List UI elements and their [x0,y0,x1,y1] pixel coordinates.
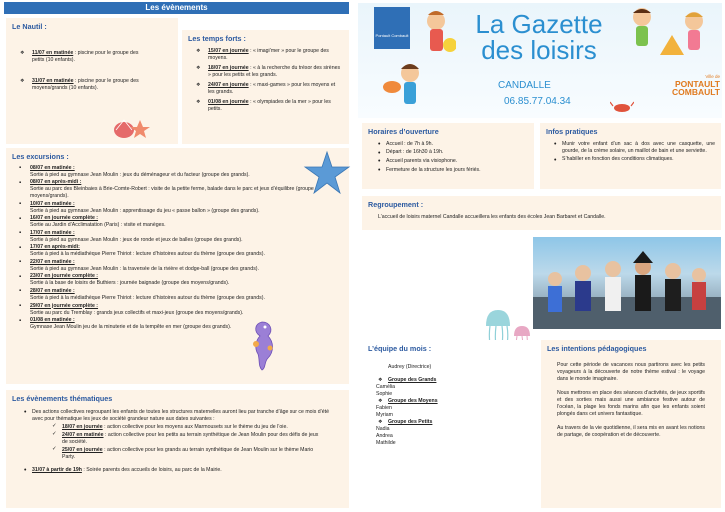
horaire-item: • Départ : de 16h30 à 19h. [376,149,528,156]
horaire-item: • Fermeture de la structure les jours fériés. [376,167,528,174]
horaires-box [362,123,534,189]
ville-big1: PONTAULT [674,78,720,89]
thematique-last-date: 31/07 à partir de 19h [32,466,82,473]
horaire-item: • Accueil : de 7h à 9h. [376,141,528,148]
excursion-desc: Sortie au parc des Bleinbaies à Brie-Comte-Robert : visite de la petite ferme, balade dans le parc et jeux d’équilibre (groupe moyens/grands). [30,186,314,200]
thematique-item [52,424,322,431]
crab-icon [610,99,634,113]
nautil-item [20,50,140,64]
excursion-item [18,259,318,273]
equipe-director: Audrey (Directrice) [388,363,432,370]
excursion-date: ▪ 29/07 en journée complète : [30,302,99,309]
equipe-member: Camélia [376,383,396,390]
excursion-item [18,165,318,179]
intentions-paragraph: Au travers de la vie quotidienne, il sera mis en avant les notions de partage, de coopération et de découverte. [557,424,705,438]
excursion-desc: Sortie à pied au gymnase Jean Moulin : jeux du déménageur et du facteur (groupe des grands). [30,171,250,178]
excursion-date: ▪ 28/07 en matinée : [30,287,75,294]
equipe-member: Myriam [376,411,394,418]
excursion-date: ▪ 17/07 en matinée : [30,229,75,236]
equipe-group-name: ❖ Groupe des Grands [378,376,437,383]
equipe-member: Sophie [376,390,393,397]
excursion-item [18,288,318,302]
temps-fort-text: : « à la recherche du trésor des sirènes » pour les petits et les grands. [208,64,341,78]
excursion-desc: Sortie à pied à la médiathèque Pierre Thiriot : lecture d’histoires autour du thème (groupe des grands). [30,251,265,258]
temps-fort-text: : « olympiades de la mer » pour les petits. [208,98,331,112]
intentions-paragraph: Nous mettrons en place des séances d’activités, de jeux sportifs et des sorties mais aussi une ambiance festive autour de l’océan, la plage les fonds marins afin que les enfants soient plongés dans cet univers fantastique. [557,389,705,417]
excursion-date: ▪ 10/07 en matinée : [30,200,75,207]
temps-fort-date: 18/07 en journée [208,64,249,71]
excursion-date: ▪ 16/07 en journée complète : [30,215,99,222]
group-photo-image [533,237,721,329]
excursion-item [18,230,318,244]
gazette-title-line1: La Gazette [475,9,603,39]
thematique-item [52,447,322,461]
thematique-date: 18/07 en journée [62,423,103,430]
equipe-member: Nadia [376,425,390,432]
equipe-title: L’équipe du mois : [368,344,432,353]
gazette-title [464,11,614,63]
regroupement-title: Regroupement : [368,200,424,209]
nautil-item-text: : piscine pour le groupe des petits (10 enfants). [32,49,139,63]
thematique-item [52,432,322,446]
nautil-box [6,18,178,144]
beach-kids-icon [620,5,720,80]
excursion-date: ▪ 08/07 en matinée : [30,164,75,171]
ville-small: Ville de [705,74,720,79]
group-photo [533,237,721,329]
events-banner: Les évènements [4,2,349,14]
info-item: • Munir votre enfant d’un sac à dos avec une casquette, une gourde, de la crème solaire, un maillot de bain et une serviette. [552,141,715,155]
thematique-last [22,467,338,474]
city-logo-text: Pontault Combault [375,33,409,38]
temps-forts-box [182,30,349,144]
excursion-item [18,201,318,215]
starfish-icon [302,150,352,196]
thematiques-intro [22,409,338,461]
equipe-member: Fabien [376,404,392,411]
excursion-date: ▪ 23/07 en journée complète : [30,273,99,280]
thematique-last-text: : Soirée parents des accueils de loisirs, au parc de la Mairie. [81,466,222,473]
horaires-title: Horaires d’ouverture [368,127,439,136]
nautil-title: Le Nautil : [12,22,47,31]
phone-number: 06.85.77.04.34 [504,96,571,107]
temps-fort-item [196,48,343,62]
thematiques-title: Les évènements thématiques [12,394,113,403]
thematiques-box [6,390,349,508]
seahorse-icon [244,318,280,374]
nautil-item-text: : piscine pour le groupe des moyens/grands (10 enfants). [32,77,139,91]
thematiques-intro-text: Des actions collectives regroupant les enfants de toutes les structures maternelles auront lieu par tranche d’âge sur ce mois d’été avec pour thématique les jeux de société grandeur nature aux dates suivantes : [32,408,329,422]
nautil-item-date: 11/07 en matinée [32,49,74,56]
horaire-item: • Accueil parents via visiophone. [376,158,528,165]
infos-box [540,123,721,189]
thematique-text: : action collective pour les moyens aux Marmousets sur le thème du jeu de l’oie. [102,423,288,430]
thematique-date: 25/07 en journée [62,446,103,453]
excursion-date: ▪ 08/07 en après-midi : [30,179,82,186]
nautil-item [20,78,140,92]
excursion-desc: Sortie à pied au gymnase Jean Moulin : apprentissage du jeu « passe ballon » (groupe des grands). [30,207,260,214]
shell-icon [112,114,152,142]
excursion-desc: Sortie à pied au gymnase Jean Moulin : jeux de ronde et jeux de balles (groupe des grands). [30,236,243,243]
infos-title: Infos pratiques [546,127,598,136]
excursion-item [18,244,318,258]
excursions-title: Les excursions : [12,152,69,161]
children-illustration-icon [376,7,456,117]
excursion-item [18,179,318,200]
excursion-date: ▪ 01/08 en matinée : [30,317,75,324]
excursion-date: ▪ 22/07 en matinée : [30,258,75,265]
excursion-desc: Sortie à pied au gymnase Jean Moulin : la traversée de la rivière et dodge-ball (groupe des grands). [30,265,259,272]
thematique-text: : action collective pour les petits au terrain synthétique de Jean Moulin pour des défis de jeux de société. [62,431,319,445]
ville-big2: COMBAULT [672,87,720,97]
temps-fort-date: 01/08 en journée [208,98,249,105]
thematique-date: 24/07 en matinée [62,431,104,438]
regroupement-text: L’accueil de loisirs maternel Candalle accueillera les enfants des écoles Jean Barbaret et Candalle. [378,213,606,220]
equipe-member: Andrea [376,432,393,439]
temps-fort-text: : « maxi-games » pour les moyens et les grands. [208,81,336,95]
excursion-desc: Gymnase Jean Moulin jeu de la minuterie et de la tempête en mer (groupe des grands). [30,324,232,331]
temps-forts-title: Les temps forts : [188,34,246,43]
excursion-desc: Sortie à pied à la médiathèque Pierre Thiriot : lecture d’histoires autour du thème (groupe des grands). [30,295,265,301]
regroupement-box [362,196,721,230]
thematique-text: : action collective pour les grands au terrain synthétique de Jean Moulin sur le thème Mario Party. [62,446,314,460]
excursion-item [18,303,318,317]
temps-fort-date: 24/07 en journée [208,81,249,88]
excursion-date: ▪ 17/07 en après-midi: [30,244,80,251]
info-item: • S’habiller en fonction des conditions climatiques. [552,156,715,163]
intentions-paragraph: Pour cette période de vacances nous partirons avec les petits voyageurs à la découverte de notre thème estival : le voyage dans le monde imaginaire. [557,361,705,382]
excursion-desc: Sortie à la base de loisirs de Buthiers : journée baignade (groupe des moyens/grands). [30,280,230,287]
excursion-desc: Sortie au Jardin d’Acclimatation (Paris) : visite et manèges. [30,222,166,229]
excursions-box [6,148,349,384]
excursion-item [18,273,318,287]
intentions-box [541,340,721,508]
nautil-item-date: 31/07 en matinée [32,77,74,84]
equipe-group-name: ❖ Groupe des Petits [378,418,433,425]
equipe-box [362,340,536,508]
temps-fort-item [196,65,343,79]
equipe-group-name: ❖ Groupe des Moyens [378,397,438,404]
center-name: CANDALLE [498,80,551,91]
ville-block [640,75,720,97]
temps-fort-item [196,82,343,96]
intentions-title: Les intentions pédagogiques [547,344,647,353]
equipe-member: Mathilde [376,439,396,446]
gazette-title-line2: des loisirs [481,35,597,65]
gazette-header [358,3,722,118]
excursion-desc: Sortie au parc du Tremblay : grands jeux collectifs et maxi-jeux (groupe des moyens/grands). [30,309,244,316]
excursion-item [18,215,318,229]
temps-fort-item [196,99,343,113]
temps-fort-text: : « imagi’mer » pour le groupe des moyens. [208,47,329,61]
temps-fort-date: 15/07 en journée [208,47,249,54]
